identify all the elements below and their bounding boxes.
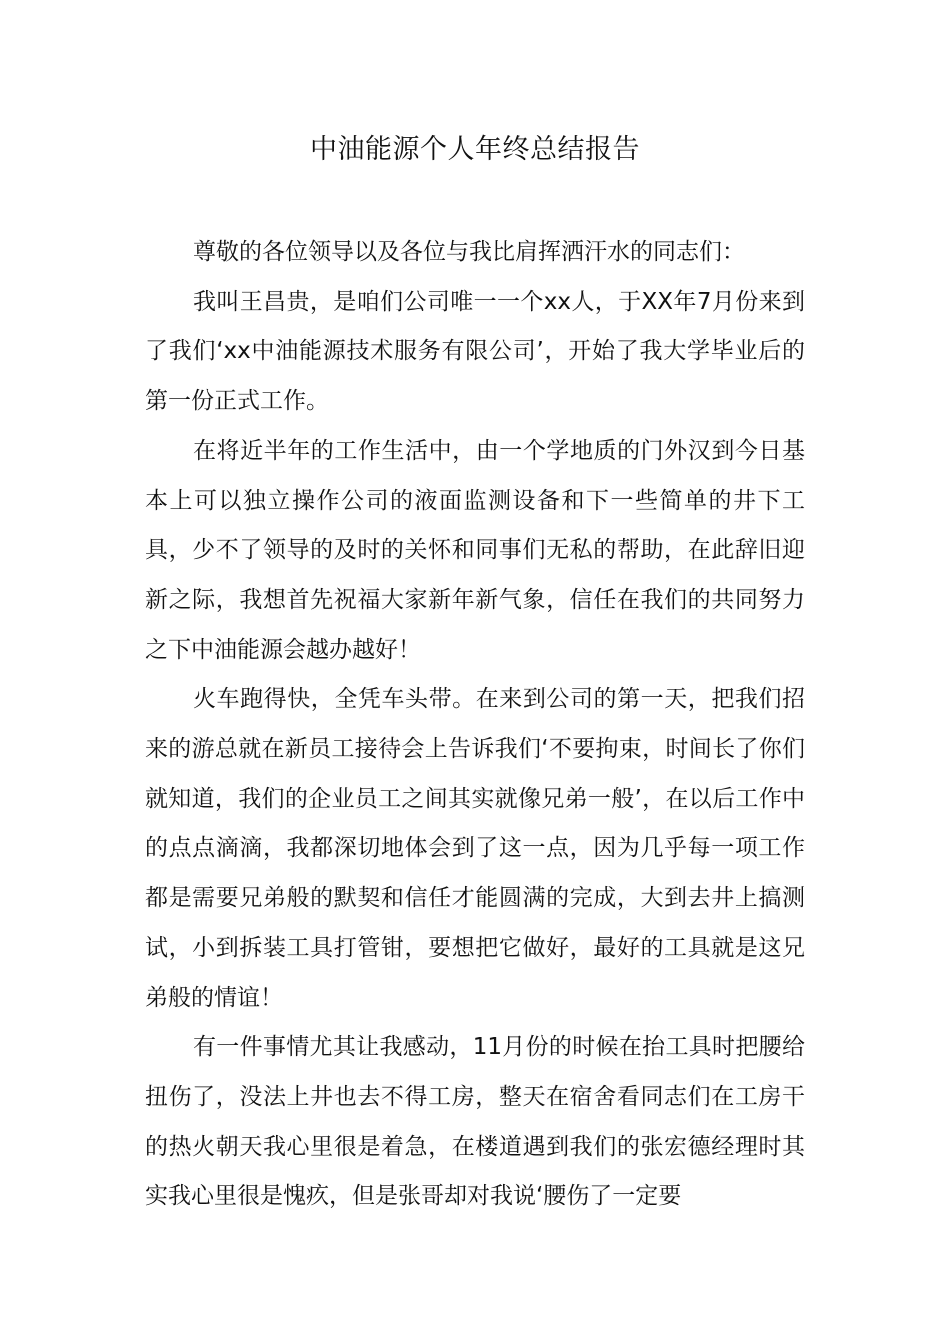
document-body bbox=[145, 228, 805, 1222]
document-title: 中油能源个人年终总结报告 bbox=[310, 134, 640, 165]
body-paragraph: 在将近半年的工作生活中，由一个学地质的门外汉到今日基本上可以独立操作公司的液面监测设备和下一些简单的井下工具，少不了领导的及时的关怀和同事们无私的帮助，在此辞旧迎新之际，我想首先祝福大家新年新气象，信任在我们的共同努力之下中油能源会越办越好！ bbox=[145, 437, 805, 663]
body-paragraph: 我叫王昌贵，是咱们公司唯一一个xx人，于XX年7月份来到了我们‘xx中油能源技术服务有限公司’，开始了我大学毕业后的第一份正式工作。 bbox=[145, 288, 805, 415]
body-paragraph: 有一件事情尤其让我感动，11月份的时候在抬工具时把腰给扭伤了，没法上井也去不得工房，整天在宿舍看同志们在工房干的热火朝天我心里很是着急，在楼道遇到我们的张宏德经理时其实我心里很是愧疚，但是张哥却对我说‘腰伤了一定要 bbox=[145, 1034, 805, 1210]
body-paragraph: 火车跑得快，全凭车头带。在来到公司的第一天，把我们招来的游总就在新员工接待会上告诉我们‘不要拘束，时间长了你们就知道，我们的企业员工之间其实就像兄弟一般’，在以后工作中的点点滴滴，我都深切地体会到了这一点，因为几乎每一项工作都是需要兄弟般的默契和信任才能圆满的完成，大到去井上搞测试，小到拆装工具打管钳，要想把它做好，最好的工具就是这兄弟般的情谊！ bbox=[145, 686, 805, 1011]
salutation-paragraph: 尊敬的各位领导以及各位与我比肩挥洒汗水的同志们： bbox=[193, 239, 745, 265]
